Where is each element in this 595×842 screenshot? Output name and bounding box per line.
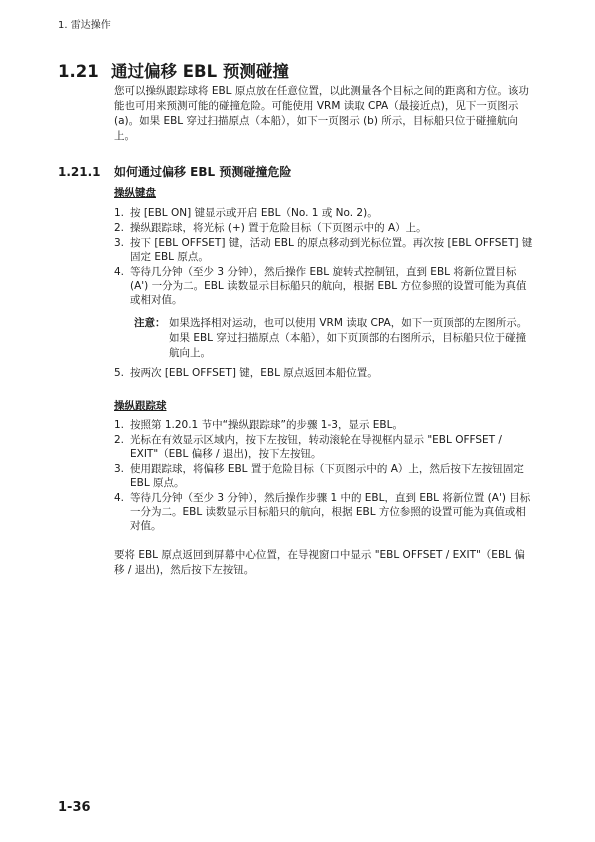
keypad-step-5	[114, 366, 534, 381]
page-number: 1-36	[58, 800, 91, 815]
step-number: 5.	[114, 367, 125, 379]
step-text: 按下 [EBL OFFSET] 键，活动 EBL 的原点移动到光标位置。再次按 [EBL OFFSET] 键固定 EBL 原点。	[130, 237, 533, 263]
list-item	[114, 366, 534, 380]
list-item	[114, 462, 534, 490]
step-number: 1.	[114, 207, 125, 219]
step-number: 2.	[114, 434, 125, 446]
trackball-steps	[114, 418, 534, 534]
note-label: 注意：	[134, 317, 166, 329]
list-item	[114, 236, 534, 264]
step-number: 3.	[114, 463, 125, 475]
list-item	[114, 221, 534, 235]
section-number: 1.21	[58, 62, 99, 81]
step-number: 4.	[114, 492, 125, 504]
list-item	[114, 418, 534, 432]
list-item	[114, 433, 534, 461]
step-text: 等待几分钟（至少 3 分钟），然后操作步骤 1 中的 EBL，直到 EBL 将新位置 (A') 目标一分为二。EBL 读数显示目标船只的航向，根据 EBL 方位参照的设置可能为真值或相对值。	[130, 492, 531, 532]
step-text: 操纵跟踪球，将光标 (+) 置于危险目标（下页图示中的 A）上。	[130, 222, 427, 234]
step-text: 按 [EBL ON] 键显示或开启 EBL（No. 1 或 No. 2)。	[130, 207, 378, 219]
section-intro: 您可以操纵跟踪球将 EBL 原点放在任意位置，以此测量各个目标之间的距离和方位。该功能也可用来预测可能的碰撞危险。可能使用 VRM 读取 CPA（最接近点)，见下一页图示 (a)。如果 EBL 穿过扫描原点（本船），如下一页图示 (b) 所示，目标船只位于碰撞航向上。	[114, 85, 529, 142]
step-text: 使用跟踪球，将偏移 EBL 置于危险目标（下页图示中的 A）上，然后按下左按钮固定 EBL 原点。	[130, 463, 524, 489]
list-item	[114, 206, 534, 220]
step-text: 按照第 1.20.1 节中“操纵跟踪球”的步骤 1-3，显示 EBL。	[130, 419, 403, 431]
keypad-heading: 操纵键盘	[114, 187, 156, 199]
step-text: 按两次 [EBL OFFSET] 键，EBL 原点返回本船位置。	[130, 367, 378, 379]
step-number: 2.	[114, 222, 125, 234]
note-text: 如果选择相对运动，也可以使用 VRM 读取 CPA，如下一页顶部的左图所示。如果 EBL 穿过扫描原点（本船），如下页顶部的右图所示，目标船只位于碰撞航向上。	[169, 317, 528, 359]
running-header: 1. 雷达操作	[58, 20, 111, 31]
subsection-number: 1.21.1	[58, 165, 101, 179]
step-number: 1.	[114, 419, 125, 431]
step-number: 3.	[114, 237, 125, 249]
step-number: 4.	[114, 266, 125, 278]
list-item	[114, 265, 534, 307]
section-heading	[58, 58, 289, 82]
subsection-title: 如何通过偏移 EBL 预测碰撞危险	[114, 165, 292, 179]
list-item	[114, 491, 534, 533]
closing-paragraph: 要将 EBL 原点返回到屏幕中心位置，在导视窗口中显示 "EBL OFFSET / EXIT"（EBL 偏移 / 退出)，然后按下左按钮。	[114, 549, 525, 576]
section-title: 通过偏移 EBL 预测碰撞	[111, 62, 289, 81]
subsection-heading	[58, 163, 291, 180]
trackball-heading: 操纵跟踪球	[114, 400, 167, 412]
keypad-steps	[114, 206, 534, 308]
step-text: 等待几分钟（至少 3 分钟），然后操作 EBL 旋转式控制钮，直到 EBL 将新位置目标 (A') 一分为二。EBL 读数显示目标船只的航向，根据 EBL 方位参照的设置可能为真值或相对值。	[130, 266, 527, 306]
step-text: 光标在有效显示区域内，按下左按钮，转动滚轮在导视框内显示 "EBL OFFSET / EXIT"（EBL 偏移 / 退出)，按下左按钮。	[130, 434, 502, 460]
note-block	[134, 316, 534, 361]
